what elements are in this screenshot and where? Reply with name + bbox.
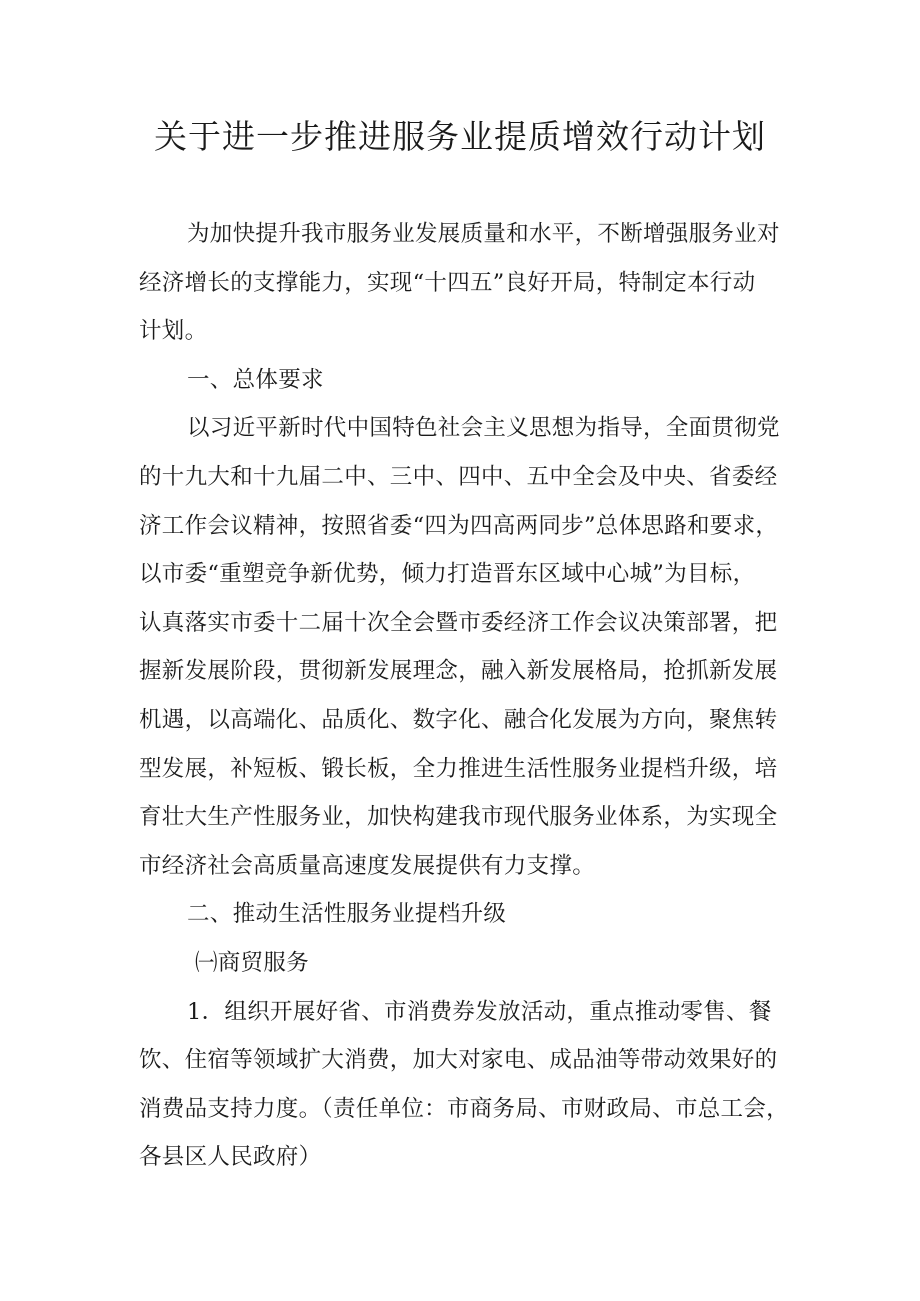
document-title: 关于进一步推进服务业提质增效行动计划 xyxy=(154,117,766,156)
item-1-line-4: 各县区人民政府） xyxy=(139,1144,322,1171)
paragraph-guidance-line-3: 济工作会议精神，按照省委“四为四高两同步”总体思路和要求， xyxy=(139,512,779,539)
paragraph-intro-line-3: 计划。 xyxy=(139,318,208,345)
section-heading-general-requirements: 一、总体要求 xyxy=(187,366,324,393)
document-body xyxy=(139,210,789,1182)
paragraph-guidance-line-2: 的十九大和十九届二中、三中、四中、五中全会及中央、省委经 xyxy=(139,463,778,490)
item-1-line-2: 饮、住宿等领域扩大消费，加大对家电、成品油等带动效果好的 xyxy=(139,1047,778,1074)
paragraph-guidance-line-6: 握新发展阶段，贯彻新发展理念，融入新发展格局，抢抓新发展 xyxy=(139,658,778,685)
paragraph-guidance-line-4: 以市委“重塑竞争新优势，倾力打造晋东区域中心城”为目标， xyxy=(139,561,756,588)
paragraph-guidance-line-9: 育壮大生产性服务业，加快构建我市现代服务业体系，为实现全 xyxy=(139,804,778,831)
paragraph-intro-line-2: 经济增长的支撑能力，实现“十四五”良好开局，特制定本行动 xyxy=(139,269,756,296)
paragraph-intro-line-1: 为加快提升我市服务业发展质量和水平，不断增强服务业对 xyxy=(187,221,780,247)
paragraph-guidance-line-7: 机遇，以高端化、品质化、数字化、融合化发展为方向，聚焦转 xyxy=(139,706,778,733)
item-1-line-1: 1．组织开展好省、市消费券发放活动，重点推动零售、餐 xyxy=(187,998,772,1025)
paragraph-guidance-line-1: 以习近平新时代中国特色社会主义思想为指导，全面贯彻党 xyxy=(187,415,780,442)
paragraph-guidance-line-5: 认真落实市委十二届十次全会暨市委经济工作会议决策部署，把 xyxy=(139,609,778,636)
section-heading-lifestyle-services: 二、推动生活性服务业提档升级 xyxy=(187,901,507,928)
paragraph-guidance-line-10: 市经济社会高质量高速度发展提供有力支撑。 xyxy=(139,852,596,879)
subsection-heading-commerce: ㈠商贸服务 xyxy=(195,949,310,976)
paragraph-guidance-line-8: 型发展，补短板、锻长板，全力推进生活性服务业提档升级，培 xyxy=(139,755,778,782)
item-1-line-3: 消费品支持力度。（责任单位：市商务局、市财政局、市总工会， xyxy=(139,1095,789,1122)
